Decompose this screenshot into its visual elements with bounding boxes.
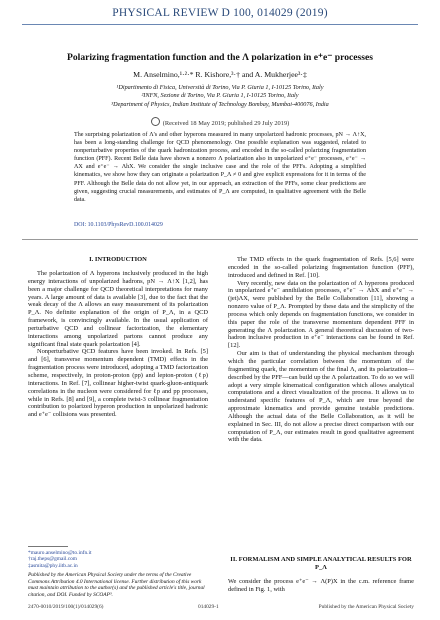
footnote-email[interactable]: †raj.theps@gmail.com xyxy=(28,556,77,563)
publisher-note: Published by the American Physical Society under the terms of the Creative Commons Attribution 4.0 International license. Further distribution of this work must maintain attribution to the author(s) and the published article's title, journal citation, and DOI. Funded by SCOAP³. xyxy=(28,572,205,598)
paragraph: The polarization of Λ hyperons inclusively produced in the high energy interactions of unpolarized hadrons, pN → Λ↑X [1,2], has been a major challenge for QCD theoretical interpretations for many years. A large amount of data is available [3], due to the fact that the weak decay of the Λ allows an easy measurement of its polarization P_Λ. No definite explanation of the origin of P_Λ, in a QCD framework, is convincingly available. In the usual application of perturbative QCD and collinear factorization, the elementary interactions among unpolarized partons cannot produce any significant final state quark polarization [4]. xyxy=(28,270,208,348)
header-rule xyxy=(22,24,418,25)
affiliation: ¹Dipartimento di Fisica, Università di Torino, Via P. Giuria 1, I-10125 Torino, Italy xyxy=(116,84,324,91)
paragraph: Our aim is that of understanding the physical mechanism through which the particular correlation between the momentum of the fragmenting quark, the momentum of the final Λ, and its polarization—described by the PFF—can build up the Λ polarization. To do so we will adopt a very simple kinematical configuration which allows analytical computations and a direct visualization of the process. It allows us to understand specific features of P_Λ, which are true beyond the approximate kinematics and provide genuine testable predictions. Although the actual data of the Belle Collaboration, as it will be explained in Sec. III, do not allow a precise direct comparison with our computation of P_Λ, our estimates result in good qualitative agreement with the data. xyxy=(228,350,414,444)
paragraph: Nonperturbative QCD features have been invoked. In Refs. [5] and [6], transverse momentum dependent (TMD) effects in the fragmentation process were introduced, adopting a TMD factorization scheme, respectively, in proton-proton (pp) and lepton-proton (ℓp) interactions. In Ref. [7], collinear higher-twist quark-gluon-antiquark correlations in the nucleon were considered for ℓp and pp processes, while in Refs. [8] and [9], a complete twist-3 collinear fragmentation contribution to polarized hyperon production in unpolarized hadronic and e⁺e⁻ collisions was presented. xyxy=(28,348,208,419)
received-line xyxy=(20,117,420,127)
paragraph: The TMD effects in the quark fragmentation of Refs. [5,6] were encoded in the so-called polarizing fragmentation function (PFF), introduced and defined in Ref. [10]. xyxy=(228,256,414,279)
section-heading: I. INTRODUCTION xyxy=(89,256,147,263)
crossmark-icon[interactable] xyxy=(151,117,160,126)
paragraph: Very recently, new data on the polarization of Λ hyperons produced in unpolarized e⁺e⁻ annihilation processes, e⁺e⁻ → ΛhX and e⁺e⁻ → (jet)ΛX, were published by the Belle Collaboration [11], showing a nonzero value of P_Λ. Prompted by these data and the simplicity of the process which only depends on fragmentation functions, we consider in this paper the role of the transverse momentum dependent PFF in generating the Λ polarization. A general theoretical discussion of two-hadron inclusive production in e⁺e⁻ interactions can be found in Ref. [12]. xyxy=(228,279,414,350)
affiliation: ²INFN, Sezione di Torino, Via P. Giuria 1, I-10125 Torino, Italy xyxy=(141,92,299,100)
footnote-rule xyxy=(28,546,68,547)
column-right xyxy=(228,256,414,444)
footnotes xyxy=(28,550,208,569)
paper-title: Polarizing fragmentation function and the Λ polarization in e⁺e⁻ processes xyxy=(67,52,373,63)
abstract: The surprising polarization of Λ's and other hyperons measured in many unpolarized hadronic processes, pN → Λ↑X, has been a long-standing challenge for QCD phenomenology. One possible explanation was suggested, related to nonperturbative properties of the quark hadronization process, and encoded in the so-called polarizing fragmentation function (PFF). Recent Belle data have shown a nonzero Λ polarization also in unpolarized e⁺e⁻ processes, e⁺e⁻ → ΛX and e⁺e⁻ → ΛhX. We consider the single inclusive case and the role of the PFFs. Adopting a simplified kinematics, we show how they can originate a polarization P_Λ ≠ 0 and give explicit expressions for it in terms of the PFF. Although the Belle data do not allow yet, in our approach, an extraction of the PFFs, some clear predictions are given, suggesting crucial measurements, and estimates of P_Λ are computed, in qualitative agreement with the Belle data. xyxy=(74,132,366,203)
journal-header: PHYSICAL REVIEW D 100, 014029 (2019) xyxy=(112,7,328,19)
column-left xyxy=(28,270,208,419)
section-heading: II. FORMALISM AND SIMPLE ANALYTICAL RESULTS FOR P_Λ xyxy=(230,556,412,571)
footnote-email[interactable]: ‡asmita@phy.iitb.ac.in xyxy=(28,562,78,569)
doi-link[interactable]: DOI: 10.1103/PhysRevD.100.014029 xyxy=(74,222,163,228)
footer-publisher: Published by the American Physical Society xyxy=(318,604,414,610)
footer-page-number: 014029-1 xyxy=(198,604,219,610)
abstract-divider xyxy=(22,239,418,240)
received-text: (Received 18 May 2019; published 29 July 2019) xyxy=(162,120,290,127)
affiliation: ³Department of Physics, Indian Institute of Technology Bombay, Mumbai-400076, India xyxy=(111,100,329,108)
author-list: M. Anselmino,¹·²·* R. Kishore,³·† and A. Mukherjee³·‡ xyxy=(133,70,307,79)
affiliations xyxy=(20,84,420,109)
footer-issn: 2470-0010/2019/100(1)/014029(6) xyxy=(28,604,104,610)
paragraph: We consider the process e⁺e⁻ → Λ(P)X in the c.m. reference frame defined in Fig. 1, with xyxy=(228,578,414,593)
footnote-email[interactable]: *mauro.anselmino@to.infn.it xyxy=(28,550,92,556)
